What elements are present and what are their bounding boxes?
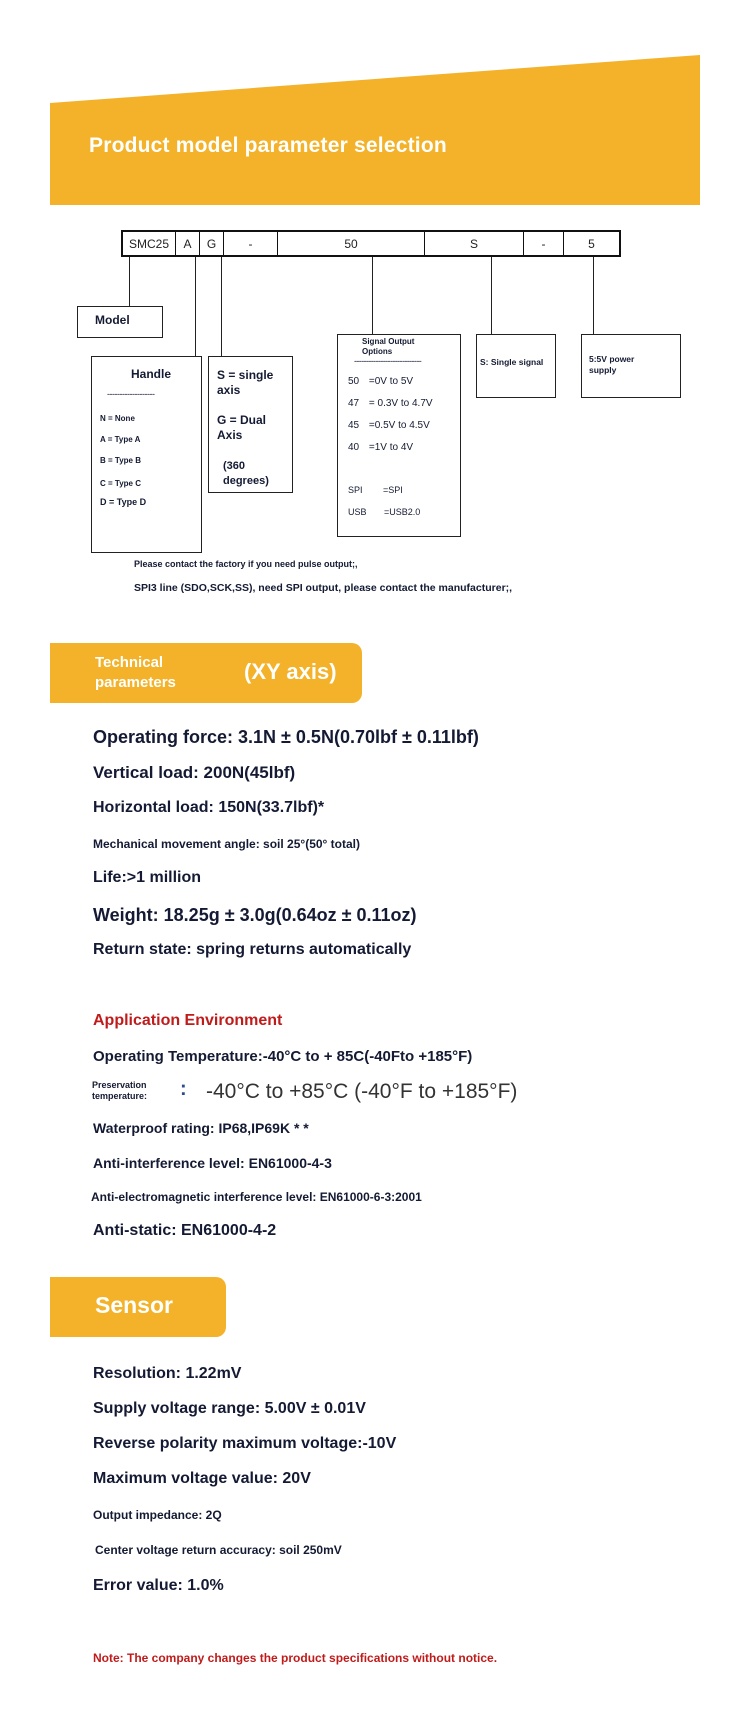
signal-output-box — [337, 334, 461, 537]
code-cell-axis: G — [200, 232, 224, 255]
spec-resolution: Resolution: 1.22mV — [93, 1365, 242, 1382]
spec-error-value: Error value: 1.0% — [93, 1577, 224, 1594]
preservation-colon: : — [180, 1078, 187, 1100]
application-heading: Application Environment — [93, 1012, 283, 1029]
signal-row-47 — [348, 398, 433, 409]
power-box — [581, 334, 681, 398]
preservation-value: -40°C to +85°C (-40°F to +185°F) — [206, 1080, 518, 1103]
preservation-label: Preservation temperature: — [92, 1080, 148, 1101]
spec-life: Life:>1 million — [93, 869, 202, 886]
signal-value: = 0.3V to 4.7V — [368, 398, 433, 409]
spec-center-voltage-return: Center voltage return accuracy: soil 250mV — [95, 1543, 342, 1557]
axis-options-box — [208, 356, 293, 493]
spec-maximum-voltage: Maximum voltage value: 20V — [93, 1470, 311, 1487]
model-box — [77, 306, 163, 338]
note-spi-output: SPI3 line (SDO,SCK,SS), need SPI output, please contact the manufacturer;, — [134, 582, 513, 594]
spec-horizontal-load: Horizontal load: 150N(33.7lbf)* — [93, 799, 325, 816]
signal-row-50 — [348, 376, 413, 387]
model-label: Model — [95, 313, 130, 327]
model-code-strip — [121, 230, 621, 257]
sensor-tab — [50, 1277, 226, 1337]
handle-options-box — [91, 356, 202, 553]
spec-anti-interference: Anti-interference level: EN61000-4-3 — [93, 1155, 332, 1171]
handle-title: Handle — [131, 367, 172, 381]
connector-output — [372, 257, 373, 334]
signal-title: Signal Output Options — [362, 337, 415, 356]
code-cell-dash-2: - — [524, 232, 564, 255]
connector-power — [593, 257, 594, 334]
handle-option-d: D = Type D — [100, 497, 147, 507]
connector-handle — [195, 257, 196, 357]
spec-operating-temperature: Operating Temperature:-40°C to + 85C(-40Fto +185°F) — [93, 1048, 473, 1065]
spec-reverse-polarity: Reverse polarity maximum voltage:-10V — [93, 1435, 397, 1452]
technical-parameters-label: Technical parameters — [95, 654, 176, 691]
signal-code: 45 — [348, 420, 360, 431]
signal-row-40 — [348, 442, 413, 453]
signal-value: =1V to 4V — [368, 442, 414, 453]
axis-single: S = single axis — [217, 368, 274, 397]
signal-code: USB — [348, 507, 367, 517]
signal-divider: ---------------------------- — [354, 356, 422, 366]
code-cell-output: 50 — [278, 232, 425, 255]
spec-return-state: Return state: spring returns automatically — [93, 941, 412, 958]
code-cell-handle: A — [176, 232, 200, 255]
power-label: 5:5V power supply — [589, 354, 635, 375]
spec-movement-angle: Mechanical movement angle: soil 25°(50° total) — [93, 837, 361, 851]
axis-dual: G = Dual Axis — [217, 413, 267, 442]
spec-vertical-load: Vertical load: 200N(45lbf) — [93, 763, 296, 782]
handle-option-a: A = Type A — [100, 435, 141, 444]
code-cell-power: 5 — [588, 236, 595, 251]
technical-parameters-tab — [50, 643, 362, 703]
single-signal-label: S: Single signal — [480, 357, 544, 367]
axis-degrees: (360 degrees) — [223, 460, 269, 487]
signal-value: =SPI — [383, 485, 403, 495]
code-cell-signal: S — [425, 232, 524, 255]
spec-weight: Weight: 18.25g ± 3.0g(0.64oz ± 0.11oz) — [93, 905, 417, 925]
signal-row-usb — [348, 507, 420, 517]
note-pulse-output: Please contact the factory if you need pulse output;, — [134, 559, 358, 569]
connector-model — [129, 257, 130, 306]
single-signal-box — [476, 334, 556, 398]
handle-option-b: B = Type B — [100, 456, 141, 465]
spec-waterproof: Waterproof rating: IP68,IP69K * * — [93, 1120, 309, 1136]
signal-row-spi — [348, 485, 403, 495]
xy-axis-label: (XY axis) — [244, 659, 337, 684]
spec-anti-static: Anti-static: EN61000-4-2 — [93, 1222, 277, 1239]
signal-code: 47 — [348, 398, 360, 409]
connector-signal — [491, 257, 492, 334]
sensor-label: Sensor — [95, 1292, 173, 1318]
footer-note: Note: The company changes the product specifications without notice. — [93, 1651, 498, 1665]
signal-code: SPI — [348, 485, 363, 495]
spec-operating-force: Operating force: 3.1N ± 0.5N(0.70lbf ± 0.11lbf) — [93, 727, 479, 747]
handle-divider: ------------------- — [107, 389, 155, 399]
signal-row-45 — [348, 420, 430, 431]
signal-value: =USB2.0 — [384, 507, 421, 517]
spec-output-impedance: Output impedance: 2Q — [93, 1508, 222, 1522]
signal-code: 40 — [348, 442, 360, 453]
page-title: Product model parameter selection — [89, 134, 447, 157]
spec-supply-voltage: Supply voltage range: 5.00V ± 0.01V — [93, 1400, 366, 1417]
code-cell-series: SMC25 — [123, 232, 176, 255]
connector-axis — [221, 257, 222, 357]
handle-option-none: N = None — [100, 414, 135, 423]
signal-value: =0V to 5V — [368, 376, 414, 387]
signal-value: =0.5V to 4.5V — [368, 420, 430, 431]
signal-code: 50 — [348, 376, 360, 387]
code-cell-dash: - — [224, 232, 278, 255]
spec-anti-electromagnetic: Anti-electromagnetic interference level: EN61000-6-3:2001 — [91, 1190, 422, 1204]
handle-option-c: C = Type C — [100, 479, 141, 488]
header-banner — [50, 55, 700, 205]
